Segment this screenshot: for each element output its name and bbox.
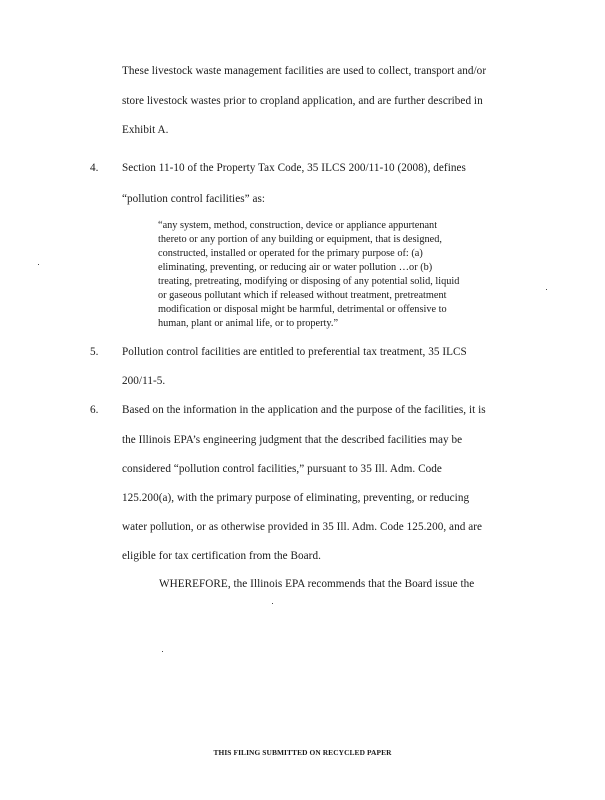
- paragraph-5-number: 5.: [90, 346, 99, 358]
- paragraph-6-line-1: Based on the information in the application and the purpose of the facilities, it is: [122, 404, 486, 416]
- paragraph-4-number: 4.: [90, 162, 99, 174]
- intro-line-1: These livestock waste management facilities are used to collect, transport and/or: [122, 65, 487, 77]
- scan-speck: [38, 264, 39, 265]
- block-quote-line-4: eliminating, preventing, or reducing air or water pollution …or (b): [158, 262, 433, 273]
- scan-speck: [162, 651, 163, 652]
- paragraph-4-line-2: “pollution control facilities” as:: [122, 193, 266, 205]
- recycled-paper-footer: THIS FILING SUBMITTED ON RECYCLED PAPER: [213, 748, 392, 757]
- block-quote-line-5: treating, pretreating, modifying or disposing of any potential solid, liquid: [158, 276, 460, 287]
- scan-speck: [546, 289, 547, 290]
- intro-line-3: Exhibit A.: [122, 124, 169, 136]
- scan-speck: [272, 603, 273, 604]
- wherefore-line: WHEREFORE, the Illinois EPA recommends that the Board issue the: [159, 578, 475, 590]
- block-quote-line-1: “any system, method, construction, device or appliance appurtenant: [158, 220, 438, 231]
- block-quote-line-6: or gaseous pollutant which if released without treatment, pretreatment: [158, 290, 447, 301]
- paragraph-6-line-3: considered “pollution control facilities,” pursuant to 35 Ill. Adm. Code: [122, 463, 442, 475]
- paragraph-6-line-2: the Illinois EPA’s engineering judgment that the described facilities may be: [122, 434, 463, 446]
- paragraph-6-number: 6.: [90, 404, 99, 416]
- block-quote-line-2: thereto or any portion of any building or equipment, that is designed,: [158, 234, 442, 245]
- paragraph-6-line-5: water pollution, or as otherwise provided in 35 Ill. Adm. Code 125.200, and are: [122, 521, 483, 533]
- block-quote-line-7: modification or disposal might be harmful, detrimental or offensive to: [158, 304, 447, 315]
- paragraph-5-line-1: Pollution control facilities are entitled to preferential tax treatment, 35 ILCS: [122, 346, 467, 358]
- block-quote-line-3: constructed, installed or operated for the primary purpose of: (a): [158, 248, 423, 259]
- paragraph-6-line-6: eligible for tax certification from the Board.: [122, 550, 321, 562]
- intro-line-2: store livestock wastes prior to cropland application, and are further described in: [122, 95, 483, 107]
- block-quote-line-8: human, plant or animal life, or to property.”: [158, 318, 339, 329]
- paragraph-4-line-1: Section 11-10 of the Property Tax Code, 35 ILCS 200/11-10 (2008), defines: [122, 162, 466, 174]
- paragraph-5-line-2: 200/11-5.: [122, 375, 166, 387]
- paragraph-6-line-4: 125.200(a), with the primary purpose of eliminating, preventing, or reducing: [122, 492, 470, 504]
